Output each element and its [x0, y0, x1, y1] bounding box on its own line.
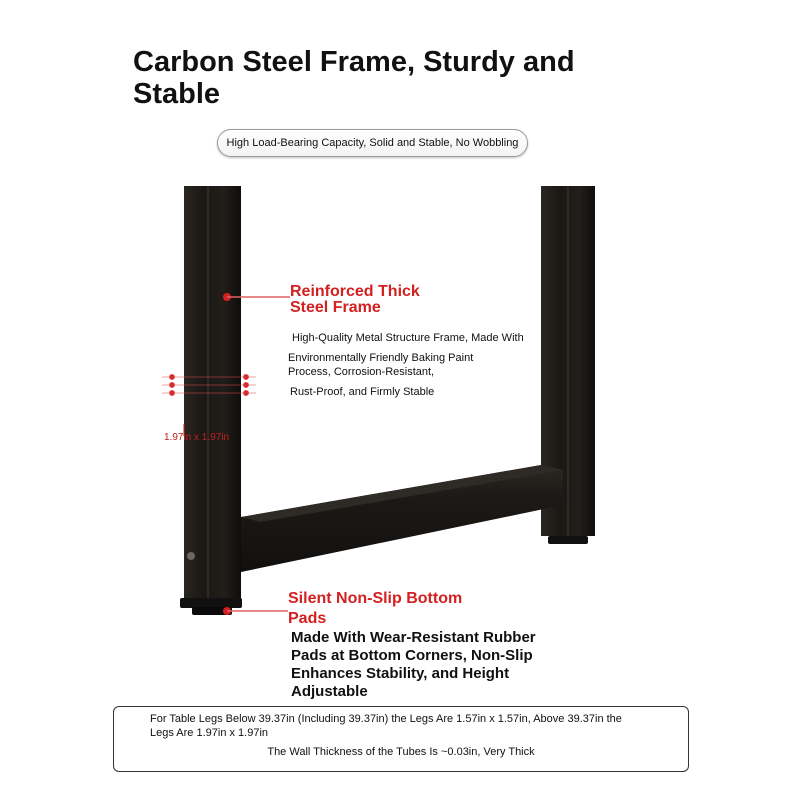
wall-thickness-note: The Wall Thickness of the Tubes Is ~0.03in, Very Thick	[267, 746, 535, 758]
feature-pill: High Load-Bearing Capacity, Solid and Stable, No Wobbling	[217, 129, 528, 157]
frame-callout-desc-line2: Environmentally Friendly Baking Paint	[288, 352, 474, 364]
spec-note-box	[113, 706, 689, 772]
pads-callout-title-line2: Pads	[288, 610, 327, 627]
frame-callout-title-line2: Steel Frame	[290, 299, 381, 316]
dimension-label: 1.97in x 1.97in	[164, 432, 230, 443]
frame-callout-desc-line1: High-Quality Metal Structure Frame, Made With	[292, 332, 524, 344]
rubber-pad	[180, 598, 242, 608]
crossbar	[241, 465, 563, 572]
page-title: Carbon Steel Frame, Sturdy and Stable	[133, 46, 575, 110]
frame-callout-desc-line4: Rust-Proof, and Firmly Stable	[290, 386, 435, 398]
frame-callout-desc-line3: Process, Corrosion-Resistant,	[288, 366, 435, 378]
leg-size-note: For Table Legs Below 39.37in (Including 39.37in) the Legs Are 1.57in x 1.57in, Above 39.37in the Legs Are 1.97in x 1.97in	[150, 713, 622, 739]
pads-callout-marker	[223, 607, 288, 615]
pads-callout-title-line1: Silent Non-Slip Bottom	[288, 590, 463, 607]
adjust-screw-icon	[187, 552, 195, 560]
frame-callout-title-line1: Reinforced Thick	[290, 283, 420, 300]
pads-callout-desc: Made With Wear-Resistant Rubber Pads at Bottom Corners, Non-Slip Enhances Stability, and Height Adjustable	[291, 629, 536, 700]
left-leg	[180, 186, 242, 615]
